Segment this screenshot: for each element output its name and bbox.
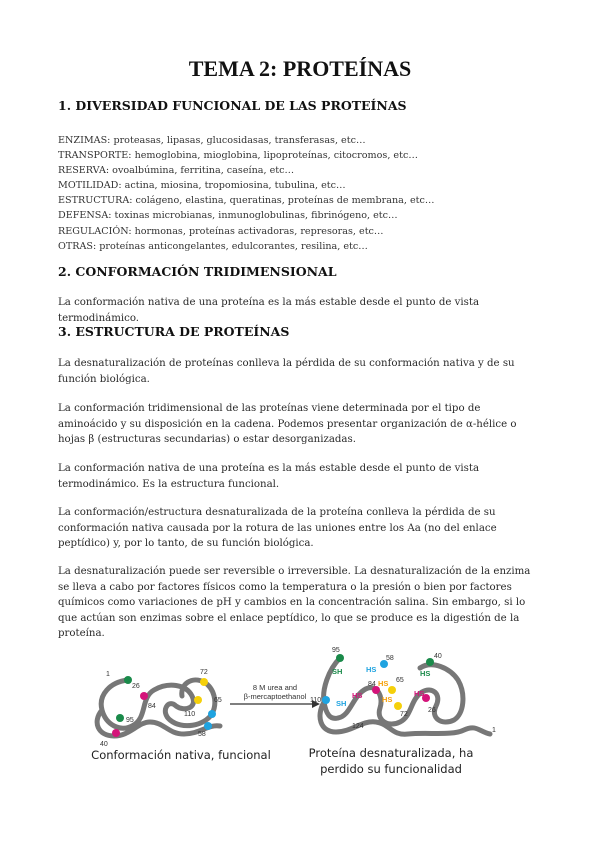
residue-label: 110 <box>310 697 322 704</box>
residue-label: 1 <box>492 727 496 734</box>
caption-denatured-1: Proteína desnaturalizada, ha <box>308 746 474 760</box>
residue-dot <box>336 654 344 662</box>
residue-label: 84 <box>368 681 376 688</box>
residue-dot <box>388 686 396 694</box>
residue-label: 40 <box>434 653 442 660</box>
residue-label: 1 <box>106 671 110 678</box>
residue-label: 26 <box>428 707 436 714</box>
residue-label: 95 <box>126 717 134 724</box>
residue-dot <box>394 702 402 710</box>
residue-dot <box>112 729 120 737</box>
section-3-paragraph-3: La conformación nativa de una proteína es la más estable desde el punto de vista termodinámico. Es la estructura funcional. <box>58 463 480 490</box>
list-item: REGULACIÓN: hormonas, proteínas activadoras, represoras, etc… <box>58 225 384 237</box>
sh-label: SH <box>336 699 347 708</box>
section-3-paragraph-2: La conformación tridimensional de las proteínas viene determinada por el tipo de aminoácido y su disposición en la cadena. Podemos presentar organización de α-hélice o hojas β (estructuras secundarias) o estar desorganizadas. <box>58 403 517 445</box>
residue-label: 65 <box>214 697 222 704</box>
page-title: TEMA 2: PROTEÍNAS <box>188 56 412 81</box>
residue-dot <box>208 710 216 718</box>
list-item: ESTRUCTURA: colágeno, elastina, queratinas, proteínas de membrana, etc… <box>58 195 435 207</box>
residue-label: 110 <box>184 711 196 718</box>
residue-dot <box>124 676 132 684</box>
list-item: MOTILIDAD: actina, miosina, tropomiosina, tubulina, etc… <box>58 180 346 192</box>
residue-label: 65 <box>396 677 404 684</box>
residue-label: 26 <box>132 683 140 690</box>
hs-label: HS <box>382 695 393 704</box>
section-2-heading: 2. CONFORMACIÓN TRIDIMENSIONAL <box>58 264 337 279</box>
section-3-heading: 3. ESTRUCTURA DE PROTEÍNAS <box>58 324 290 339</box>
residue-dot <box>116 714 124 722</box>
function-list <box>58 133 558 254</box>
residue-label: 40 <box>100 741 108 748</box>
residue-label: 124 <box>352 723 364 730</box>
section-1-heading: 1. DIVERSIDAD FUNCIONAL DE LAS PROTEÍNAS <box>58 98 407 113</box>
residue-dot <box>200 678 208 686</box>
hs-label: HS <box>420 669 431 678</box>
list-item: OTRAS: proteínas anticongelantes, edulcorantes, resilina, etc… <box>58 240 368 252</box>
list-item: ENZIMAS: proteasas, lipasas, glucosidasas, transferasas, etc… <box>58 135 366 146</box>
list-item: TRANSPORTE: hemoglobina, mioglobina, lipoproteínas, citocromos, etc… <box>58 150 418 162</box>
residue-label: 72 <box>400 711 408 718</box>
hs-label: HS <box>352 691 363 700</box>
residue-dot <box>194 696 202 704</box>
residue-dot <box>426 658 434 666</box>
section-3-paragraph-5: La desnaturalización puede ser reversible o irreversible. La desnaturalización de la enzima se lleva a cabo por factores físicos como la temperatura o la presión o bien por factores químicos como variaciones de pH y cambios en la concentración salina. Sin embargo, si lo que actúan son enzimas sobre el enlace peptídico, lo que se produce es la digestión de la proteína. <box>58 566 531 639</box>
hs-label: HS <box>378 679 389 688</box>
residue-label: 72 <box>200 669 208 676</box>
caption-native: Conformación nativa, funcional <box>91 748 271 762</box>
residue-dot <box>140 692 148 700</box>
caption-denatured-2: perdido su funcionalidad <box>320 762 462 776</box>
sh-label: SH <box>332 667 343 676</box>
residue-label: 58 <box>386 655 394 662</box>
section-2-paragraph: La conformación nativa de una proteína es la más estable desde el punto de vista termodinámico. <box>58 297 480 324</box>
residue-dot <box>322 696 330 704</box>
list-item: RESERVA: ovoalbúmina, ferritina, caseína, etc… <box>58 165 295 177</box>
section-3-paragraph-1: La desnaturalización de proteínas conlleva la pérdida de su conformación nativa y de su función biológica. <box>58 358 515 385</box>
reagent-label-1: 8 M urea and <box>252 683 298 692</box>
residue-label: 58 <box>198 731 206 738</box>
reagent-label-2: β-mercaptoethanol <box>243 692 307 701</box>
residue-label: 95 <box>332 647 340 654</box>
residue-label: 84 <box>148 703 156 710</box>
list-item: DEFENSA: toxinas microbianas, inmunoglobulinas, fibrinógeno, etc… <box>58 210 398 222</box>
residue-dot <box>204 722 212 730</box>
section-3-paragraph-4: La conformación/estructura desnaturalizada de la proteína conlleva la pérdida de su conformación nativa causada por la rotura de las uniones entre los Aa (no del enlace peptídico) y, por lo tanto, de su función biológica. <box>58 507 497 549</box>
hs-label: HS <box>414 689 425 698</box>
hs-label: HS <box>366 665 377 674</box>
